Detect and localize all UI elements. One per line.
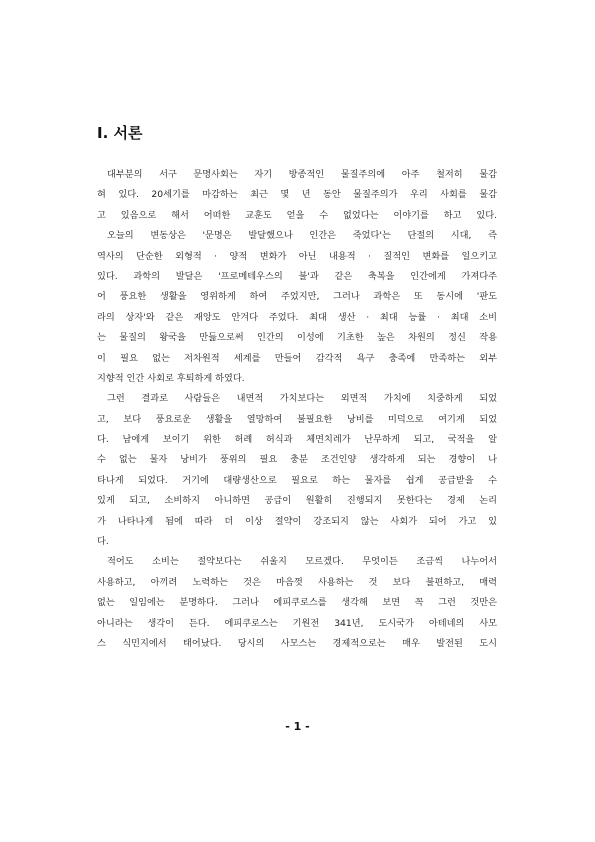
paragraph-line: 있게 되고, 소비하지 아니하면 공급이 원활히 진행되지 못한다는 경제 논리 <box>97 495 497 507</box>
paragraph-line: 대부분의 서구 문명사회는 자기 방종적인 물질주의에 아주 철저히 물감 <box>107 169 497 180</box>
paragraph-line: 혀 있다. 20세기를 마감하는 최근 몇 년 동안 물질주의가 우리 사회를 물감 <box>97 189 497 201</box>
section-heading: Ⅰ. 서론 <box>97 124 143 142</box>
paragraph-line: 오늘의 변동상은 '문명은 발달했으나 인간은 죽었다'는 단절의 시대, 즉 <box>107 230 497 242</box>
page-number: - 1 - <box>285 720 310 733</box>
paragraph-line: 적어도 소비는 절약보다는 쉬울지 모르겠다. 무엇이든 조금씩 나누어서 <box>107 556 497 568</box>
paragraph-line: 아니라는 생각이 든다. 에피쿠로스는 기원전 341년, 도시국가 아테네의 사모 <box>97 617 497 629</box>
paragraph-line: 는 물질의 왕국을 만듦으로써 인간의 이성에 기초한 높은 차원의 정신 작용 <box>97 332 497 344</box>
paragraph-line: 사용하고, 아끼려 노력하는 것은 마음껏 사용하는 것 보다 불편하고, 매력 <box>97 576 497 588</box>
body-text <box>97 165 497 654</box>
paragraph-line: 역사의 단순한 외형적 · 양적 변화가 아닌 내용적 · 질적인 변화를 일으키고 <box>97 250 497 262</box>
paragraph-line: 어 풍요한 생활을 영위하게 하여 주었지만, 그러나 과학은 또 동시에 '판도 <box>97 291 497 303</box>
paragraph-line: 수 없는 물자 낭비가 풍위의 필요 충분 조건인양 생각하게 되는 경향이 나 <box>97 454 497 466</box>
paragraph-line: 고, 보다 풍요로운 생활을 열망하여 불필요한 낭비를 미덕으로 여기게 되었 <box>97 413 497 425</box>
paragraph-line: 이 필요 없는 저차원적 세계를 만들어 감각적 욕구 충족에 만족하는 외부 <box>97 352 497 364</box>
paragraph-line: 그런 결과로 사람들은 내면적 가치보다는 외면적 가치에 치중하게 되었 <box>107 393 497 405</box>
paragraph-line: 다. <box>97 536 109 548</box>
paragraph-line: 스 식민지에서 태어났다. 당시의 사모스는 경제적으로는 매우 발전된 도시 <box>97 637 497 649</box>
paragraph-line: 라의 상자'와 같은 재앙도 안겨다 주었다. 최대 생산 · 최대 능률 · 최대 소비 <box>97 311 497 323</box>
paragraph-line: 없는 일임에는 분명하다. 그러나 에피쿠로스를 생각해 보면 꼭 그런 것만은 <box>97 597 497 609</box>
paragraph-line: 가 나타나게 됨에 따라 더 이상 절약이 강조되지 않는 사회가 되어 가고 있 <box>97 515 497 527</box>
paragraph-line: 지향적 인간 사회로 후퇴하게 하였다. <box>97 372 245 384</box>
paragraph-line: 고 있음으로 해서 어떠한 교훈도 얻을 수 없었다는 이야기를 하고 있다. <box>97 209 497 221</box>
paragraph-line: 타나게 되었다. 거기에 대량생산으로 필요로 하는 물자를 쉽게 공급받을 수 <box>97 474 497 486</box>
paragraph-line: 다. 남에게 보이기 위한 허례 허식과 체면치레가 난무하게 되고, 국적을 알 <box>97 434 497 446</box>
paragraph-line: 있다. 과학의 발달은 '프로메테우스의 불'과 같은 축복을 인간에게 가져다주 <box>97 270 497 282</box>
